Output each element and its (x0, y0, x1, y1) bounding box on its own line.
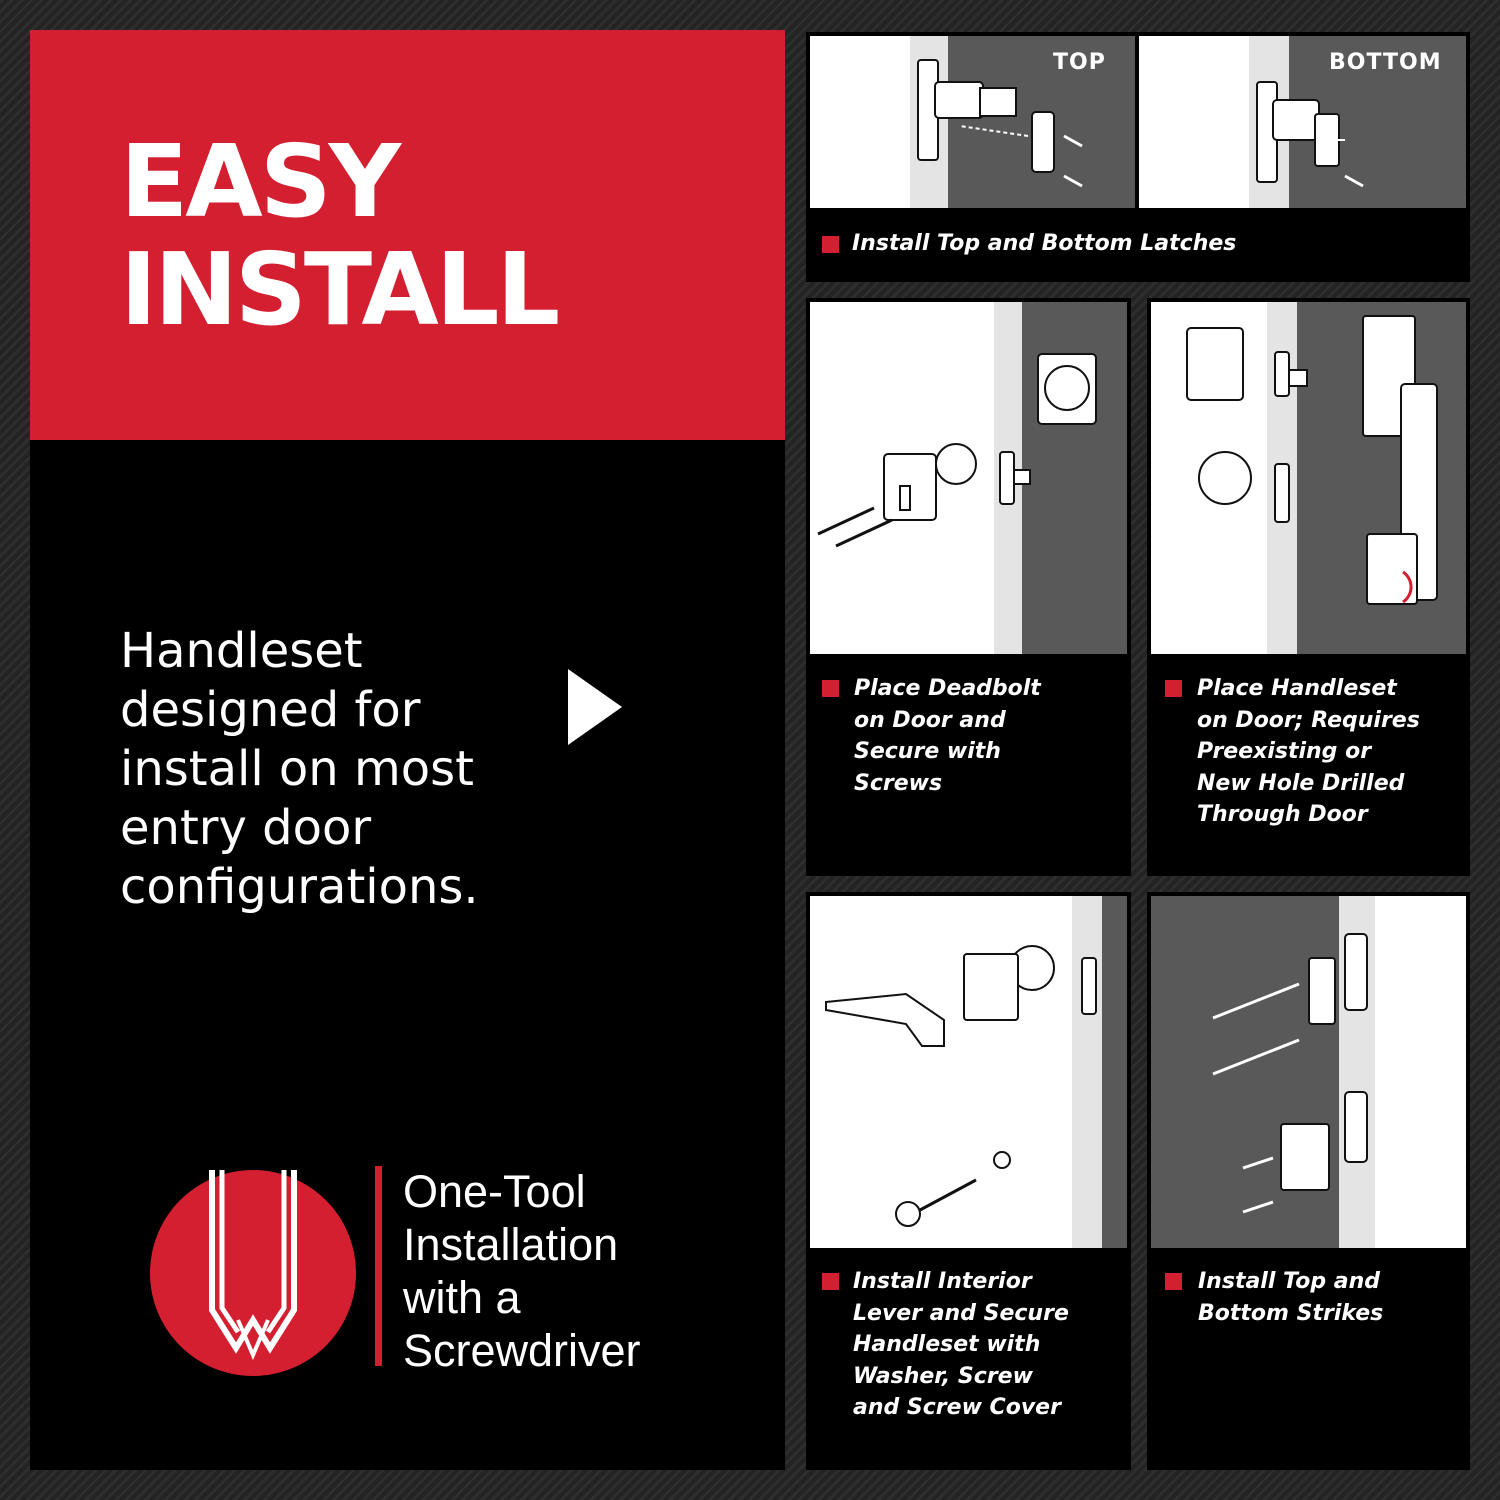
deadbolt-drawing (810, 302, 1127, 654)
caption-line: and Screw Cover (853, 1395, 1061, 1420)
caption-line: New Hole Drilled (1197, 770, 1405, 796)
caption-line: Screws (854, 770, 943, 796)
top-label: TOP (1053, 50, 1106, 75)
step-strikes-caption (1198, 1266, 1383, 1329)
step-lever-caption (853, 1266, 1069, 1424)
handleset-drawing (1151, 302, 1466, 654)
caption-line: Lever and Secure (853, 1300, 1069, 1326)
red-square-bullet (1165, 1273, 1182, 1290)
description-line: designed for (120, 682, 421, 738)
caption-line: Secure with (854, 739, 1001, 764)
caption-line: Washer, Screw (853, 1363, 1033, 1389)
bottom-label: BOTTOM (1329, 50, 1442, 75)
caption-line: Place Handleset (1197, 676, 1397, 701)
caption-line: Bottom Strikes (1198, 1300, 1384, 1326)
description-line: Handleset (120, 623, 363, 679)
caption-line: Handleset with (853, 1332, 1041, 1357)
caption-line: Install Top and Bottom Latches (852, 231, 1237, 256)
tool-line: One-Tool (403, 1166, 586, 1217)
arrow-right-icon (568, 669, 622, 745)
product-description (120, 622, 550, 917)
red-square-bullet (1165, 680, 1182, 697)
screwdriver-icon (150, 1170, 356, 1376)
caption-line: Place Deadbolt (854, 676, 1041, 701)
hero-title-line: EASY (120, 123, 399, 240)
red-square-bullet (822, 680, 839, 697)
tool-divider (375, 1166, 382, 1366)
lever-drawing (810, 896, 1127, 1248)
tool-line: with a (403, 1272, 521, 1323)
description-line: entry door (120, 800, 372, 856)
step-handleset-caption (1197, 673, 1420, 831)
description-line: install on most (120, 741, 474, 797)
description-line: configurations. (120, 859, 479, 915)
caption-line: Install Interior (853, 1269, 1032, 1294)
deadbolt-illustration (810, 302, 1127, 654)
handleset-illustration (1151, 302, 1466, 654)
caption-line: Install Top and (1198, 1269, 1380, 1294)
red-square-bullet (822, 1273, 839, 1290)
hero-title (120, 123, 558, 348)
tool-line: Installation (403, 1219, 619, 1270)
red-square-bullet (822, 236, 839, 253)
tool-line: Screwdriver (403, 1325, 641, 1376)
step-latches-caption (852, 228, 1236, 260)
caption-line: on Door; Requires (1197, 707, 1420, 733)
caption-line: on Door and (854, 707, 1006, 733)
strikes-drawing (1151, 896, 1466, 1248)
step-deadbolt-caption (854, 673, 1041, 799)
caption-line: Preexisting or (1197, 739, 1372, 764)
lever-illustration (810, 896, 1127, 1248)
caption-line: Through Door (1197, 802, 1368, 827)
strikes-illustration (1151, 896, 1466, 1248)
tool-callout (403, 1165, 641, 1377)
hero-title-line: INSTALL (120, 231, 558, 348)
